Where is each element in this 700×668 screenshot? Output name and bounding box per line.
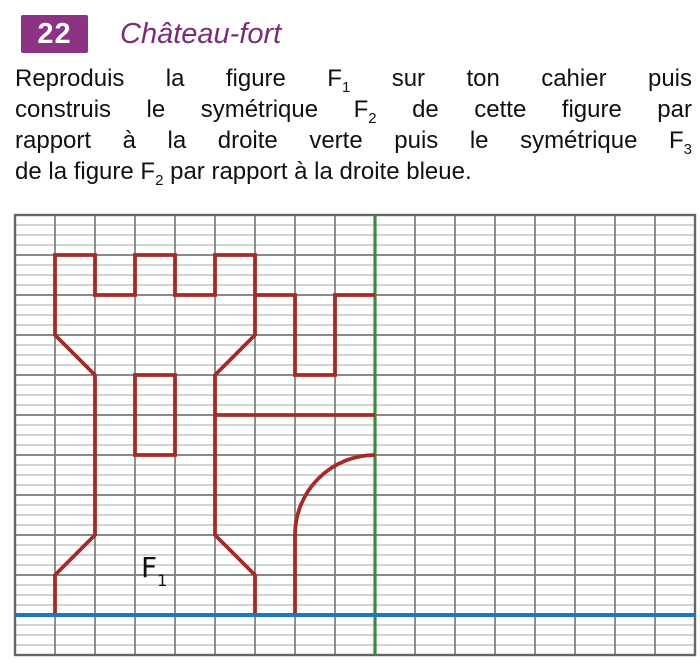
instruction-line: rapport à la droite verte puis le symétrique $F_3$	[15, 127, 692, 158]
exercise-title: Château-fort	[120, 17, 282, 50]
figure-f1-label: $F_1$	[141, 551, 168, 590]
castle-figure-f1	[55, 255, 375, 615]
grid-border	[15, 215, 695, 655]
exercise-number: 22	[37, 17, 72, 50]
instruction-line: construis le symétrique $F_2$ de cette figure par	[15, 96, 692, 127]
grid-lines	[15, 215, 695, 655]
exercise-number-badge	[21, 15, 88, 53]
exercise-header	[21, 15, 281, 53]
instruction-paragraph	[15, 63, 692, 187]
instruction-line: de la figure $F_2$ par rapport à la droite bleue.	[15, 158, 472, 189]
instruction-line: Reproduis la figure $F_1$ sur ton cahier puis	[15, 65, 692, 96]
